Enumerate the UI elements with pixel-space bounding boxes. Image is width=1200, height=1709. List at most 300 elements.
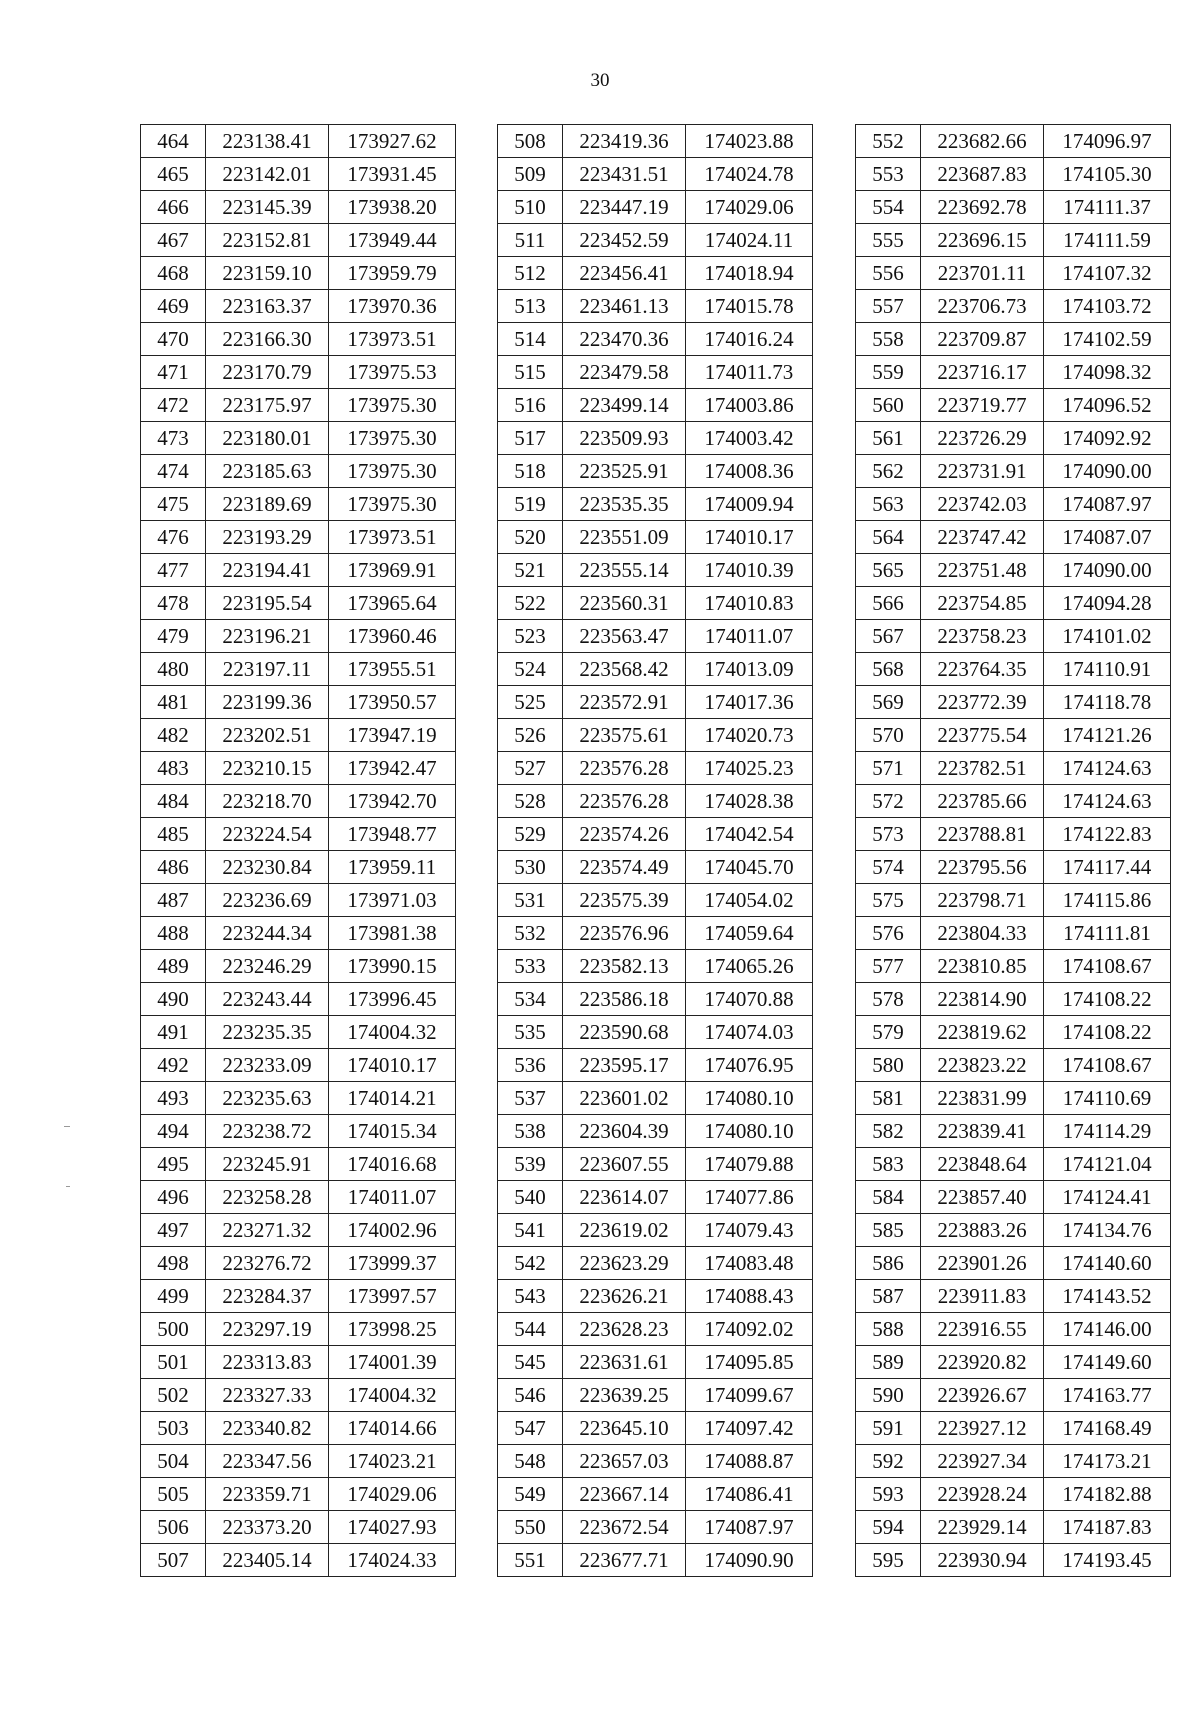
table-row <box>856 224 1171 257</box>
table-row <box>498 1247 813 1280</box>
table-row <box>856 554 1171 587</box>
table-row <box>856 488 1171 521</box>
x-coordinate-cell: 223373.20 <box>206 1511 329 1544</box>
x-coordinate-cell: 223576.28 <box>563 752 686 785</box>
point-number-cell: 520 <box>498 521 563 554</box>
table-row <box>141 422 456 455</box>
point-number-cell: 488 <box>141 917 206 950</box>
x-coordinate-cell: 223814.90 <box>921 983 1044 1016</box>
x-coordinate-cell: 223276.72 <box>206 1247 329 1280</box>
y-coordinate-cell: 174115.86 <box>1044 884 1171 917</box>
point-number-cell: 557 <box>856 290 921 323</box>
y-coordinate-cell: 174168.49 <box>1044 1412 1171 1445</box>
y-coordinate-cell: 174016.68 <box>329 1148 456 1181</box>
y-coordinate-cell: 173950.57 <box>329 686 456 719</box>
x-coordinate-cell: 223551.09 <box>563 521 686 554</box>
x-coordinate-cell: 223233.09 <box>206 1049 329 1082</box>
y-coordinate-cell: 174011.07 <box>686 620 813 653</box>
x-coordinate-cell: 223687.83 <box>921 158 1044 191</box>
x-coordinate-cell: 223210.15 <box>206 752 329 785</box>
table-row <box>856 1346 1171 1379</box>
y-coordinate-cell: 174105.30 <box>1044 158 1171 191</box>
point-number-cell: 591 <box>856 1412 921 1445</box>
table-row <box>498 785 813 818</box>
x-coordinate-cell: 223645.10 <box>563 1412 686 1445</box>
point-number-cell: 562 <box>856 455 921 488</box>
point-number-cell: 588 <box>856 1313 921 1346</box>
x-coordinate-cell: 223795.56 <box>921 851 1044 884</box>
y-coordinate-cell: 174092.92 <box>1044 422 1171 455</box>
x-coordinate-cell: 223142.01 <box>206 158 329 191</box>
point-number-cell: 528 <box>498 785 563 818</box>
table-row <box>856 521 1171 554</box>
x-coordinate-cell: 223163.37 <box>206 290 329 323</box>
y-coordinate-cell: 174146.00 <box>1044 1313 1171 1346</box>
y-coordinate-cell: 174090.00 <box>1044 455 1171 488</box>
y-coordinate-cell: 173959.11 <box>329 851 456 884</box>
table-row <box>856 323 1171 356</box>
y-coordinate-cell: 174087.97 <box>1044 488 1171 521</box>
point-number-cell: 585 <box>856 1214 921 1247</box>
table-row <box>856 917 1171 950</box>
x-coordinate-cell: 223706.73 <box>921 290 1044 323</box>
point-number-cell: 466 <box>141 191 206 224</box>
point-number-cell: 497 <box>141 1214 206 1247</box>
table-row <box>498 1313 813 1346</box>
table-row <box>498 290 813 323</box>
point-number-cell: 558 <box>856 323 921 356</box>
y-coordinate-cell: 174095.85 <box>686 1346 813 1379</box>
y-coordinate-cell: 173965.64 <box>329 587 456 620</box>
x-coordinate-cell: 223751.48 <box>921 554 1044 587</box>
point-number-cell: 523 <box>498 620 563 653</box>
table-row <box>856 884 1171 917</box>
y-coordinate-cell: 174187.83 <box>1044 1511 1171 1544</box>
table-row <box>141 587 456 620</box>
y-coordinate-cell: 174108.67 <box>1044 950 1171 983</box>
y-coordinate-cell: 174014.66 <box>329 1412 456 1445</box>
point-number-cell: 487 <box>141 884 206 917</box>
table-row <box>141 1049 456 1082</box>
y-coordinate-cell: 174010.17 <box>686 521 813 554</box>
y-coordinate-cell: 174182.88 <box>1044 1478 1171 1511</box>
y-coordinate-cell: 174087.07 <box>1044 521 1171 554</box>
y-coordinate-cell: 174124.63 <box>1044 785 1171 818</box>
y-coordinate-cell: 174042.54 <box>686 818 813 851</box>
table-row <box>141 356 456 389</box>
x-coordinate-cell: 223235.63 <box>206 1082 329 1115</box>
y-coordinate-cell: 173973.51 <box>329 521 456 554</box>
y-coordinate-cell: 174023.21 <box>329 1445 456 1478</box>
y-coordinate-cell: 174017.36 <box>686 686 813 719</box>
y-coordinate-cell: 174010.17 <box>329 1049 456 1082</box>
x-coordinate-cell: 223170.79 <box>206 356 329 389</box>
table-row <box>498 950 813 983</box>
table-row <box>856 125 1171 158</box>
table-row <box>141 257 456 290</box>
point-number-cell: 474 <box>141 455 206 488</box>
x-coordinate-cell: 223701.11 <box>921 257 1044 290</box>
y-coordinate-cell: 174024.78 <box>686 158 813 191</box>
x-coordinate-cell: 223235.35 <box>206 1016 329 1049</box>
table-row <box>498 422 813 455</box>
y-coordinate-cell: 174077.86 <box>686 1181 813 1214</box>
table-row <box>141 1082 456 1115</box>
x-coordinate-cell: 223405.14 <box>206 1544 329 1577</box>
table-row <box>141 1346 456 1379</box>
table-row <box>856 1379 1171 1412</box>
point-number-cell: 473 <box>141 422 206 455</box>
point-number-cell: 587 <box>856 1280 921 1313</box>
x-coordinate-cell: 223574.26 <box>563 818 686 851</box>
x-coordinate-cell: 223452.59 <box>563 224 686 257</box>
y-coordinate-cell: 174014.21 <box>329 1082 456 1115</box>
point-number-cell: 526 <box>498 719 563 752</box>
table-row <box>141 1214 456 1247</box>
table-row <box>141 686 456 719</box>
y-coordinate-cell: 174076.95 <box>686 1049 813 1082</box>
table-row <box>141 851 456 884</box>
point-number-cell: 555 <box>856 224 921 257</box>
margin-mark <box>66 1186 70 1187</box>
y-coordinate-cell: 174107.32 <box>1044 257 1171 290</box>
y-coordinate-cell: 174111.59 <box>1044 224 1171 257</box>
point-number-cell: 584 <box>856 1181 921 1214</box>
table-row <box>498 521 813 554</box>
y-coordinate-cell: 173948.77 <box>329 818 456 851</box>
x-coordinate-cell: 223224.54 <box>206 818 329 851</box>
point-number-cell: 465 <box>141 158 206 191</box>
point-number-cell: 511 <box>498 224 563 257</box>
y-coordinate-cell: 174010.39 <box>686 554 813 587</box>
table-row <box>498 1445 813 1478</box>
x-coordinate-cell: 223576.28 <box>563 785 686 818</box>
y-coordinate-cell: 174087.97 <box>686 1511 813 1544</box>
x-coordinate-cell: 223848.64 <box>921 1148 1044 1181</box>
point-number-cell: 554 <box>856 191 921 224</box>
coordinate-table-1 <box>140 124 456 1577</box>
point-number-cell: 593 <box>856 1478 921 1511</box>
point-number-cell: 478 <box>141 587 206 620</box>
x-coordinate-cell: 223461.13 <box>563 290 686 323</box>
table-row <box>141 1181 456 1214</box>
table-row <box>856 1313 1171 1346</box>
point-number-cell: 566 <box>856 587 921 620</box>
point-number-cell: 514 <box>498 323 563 356</box>
table-row <box>856 983 1171 1016</box>
y-coordinate-cell: 174140.60 <box>1044 1247 1171 1280</box>
y-coordinate-cell: 174079.88 <box>686 1148 813 1181</box>
table-row <box>856 1049 1171 1082</box>
y-coordinate-cell: 174004.32 <box>329 1016 456 1049</box>
y-coordinate-cell: 174010.83 <box>686 587 813 620</box>
point-number-cell: 571 <box>856 752 921 785</box>
x-coordinate-cell: 223574.49 <box>563 851 686 884</box>
point-number-cell: 561 <box>856 422 921 455</box>
table-row <box>856 752 1171 785</box>
point-number-cell: 533 <box>498 950 563 983</box>
point-number-cell: 489 <box>141 950 206 983</box>
point-number-cell: 544 <box>498 1313 563 1346</box>
table-row <box>498 1214 813 1247</box>
point-number-cell: 481 <box>141 686 206 719</box>
table-row <box>141 323 456 356</box>
x-coordinate-cell: 223901.26 <box>921 1247 1044 1280</box>
table-row <box>856 587 1171 620</box>
x-coordinate-cell: 223568.42 <box>563 653 686 686</box>
y-coordinate-cell: 173998.25 <box>329 1313 456 1346</box>
table-row <box>856 1016 1171 1049</box>
y-coordinate-cell: 174009.94 <box>686 488 813 521</box>
page-number: 30 <box>590 70 610 91</box>
y-coordinate-cell: 174117.44 <box>1044 851 1171 884</box>
table-row <box>856 1214 1171 1247</box>
table-row <box>141 1445 456 1478</box>
table-row <box>141 1280 456 1313</box>
x-coordinate-cell: 223930.94 <box>921 1544 1044 1577</box>
x-coordinate-cell: 223447.19 <box>563 191 686 224</box>
x-coordinate-cell: 223193.29 <box>206 521 329 554</box>
point-number-cell: 521 <box>498 554 563 587</box>
x-coordinate-cell: 223601.02 <box>563 1082 686 1115</box>
point-number-cell: 538 <box>498 1115 563 1148</box>
point-number-cell: 567 <box>856 620 921 653</box>
x-coordinate-cell: 223576.96 <box>563 917 686 950</box>
table-row <box>856 653 1171 686</box>
y-coordinate-cell: 174011.07 <box>329 1181 456 1214</box>
point-number-cell: 580 <box>856 1049 921 1082</box>
x-coordinate-cell: 223742.03 <box>921 488 1044 521</box>
point-number-cell: 509 <box>498 158 563 191</box>
x-coordinate-cell: 223479.58 <box>563 356 686 389</box>
table-row <box>141 1412 456 1445</box>
x-coordinate-cell: 223626.21 <box>563 1280 686 1313</box>
x-coordinate-cell: 223804.33 <box>921 917 1044 950</box>
table-row <box>856 785 1171 818</box>
table-row <box>498 158 813 191</box>
x-coordinate-cell: 223509.93 <box>563 422 686 455</box>
x-coordinate-cell: 223788.81 <box>921 818 1044 851</box>
y-coordinate-cell: 174110.91 <box>1044 653 1171 686</box>
x-coordinate-cell: 223631.61 <box>563 1346 686 1379</box>
x-coordinate-cell: 223145.39 <box>206 191 329 224</box>
point-number-cell: 504 <box>141 1445 206 1478</box>
y-coordinate-cell: 174070.88 <box>686 983 813 1016</box>
point-number-cell: 547 <box>498 1412 563 1445</box>
x-coordinate-cell: 223313.83 <box>206 1346 329 1379</box>
table-row <box>856 1544 1171 1577</box>
point-number-cell: 525 <box>498 686 563 719</box>
x-coordinate-cell: 223696.15 <box>921 224 1044 257</box>
x-coordinate-cell: 223758.23 <box>921 620 1044 653</box>
point-number-cell: 502 <box>141 1379 206 1412</box>
x-coordinate-cell: 223831.99 <box>921 1082 1044 1115</box>
table-row <box>141 884 456 917</box>
point-number-cell: 545 <box>498 1346 563 1379</box>
table-row <box>498 1049 813 1082</box>
y-coordinate-cell: 173975.53 <box>329 356 456 389</box>
y-coordinate-cell: 174008.36 <box>686 455 813 488</box>
point-number-cell: 546 <box>498 1379 563 1412</box>
x-coordinate-cell: 223819.62 <box>921 1016 1044 1049</box>
y-coordinate-cell: 173970.36 <box>329 290 456 323</box>
point-number-cell: 568 <box>856 653 921 686</box>
x-coordinate-cell: 223677.71 <box>563 1544 686 1577</box>
table-row <box>141 917 456 950</box>
table-row <box>498 1478 813 1511</box>
table-row <box>498 587 813 620</box>
point-number-cell: 549 <box>498 1478 563 1511</box>
y-coordinate-cell: 174083.48 <box>686 1247 813 1280</box>
y-coordinate-cell: 173931.45 <box>329 158 456 191</box>
y-coordinate-cell: 174096.97 <box>1044 125 1171 158</box>
x-coordinate-cell: 223560.31 <box>563 587 686 620</box>
point-number-cell: 563 <box>856 488 921 521</box>
x-coordinate-cell: 223525.91 <box>563 455 686 488</box>
point-number-cell: 569 <box>856 686 921 719</box>
table-row <box>141 950 456 983</box>
y-coordinate-cell: 173927.62 <box>329 125 456 158</box>
point-number-cell: 581 <box>856 1082 921 1115</box>
y-coordinate-cell: 174059.64 <box>686 917 813 950</box>
x-coordinate-cell: 223590.68 <box>563 1016 686 1049</box>
x-coordinate-cell: 223159.10 <box>206 257 329 290</box>
table-row <box>141 191 456 224</box>
point-number-cell: 586 <box>856 1247 921 1280</box>
point-number-cell: 564 <box>856 521 921 554</box>
y-coordinate-cell: 174092.02 <box>686 1313 813 1346</box>
y-coordinate-cell: 174023.88 <box>686 125 813 158</box>
y-coordinate-cell: 174074.03 <box>686 1016 813 1049</box>
x-coordinate-cell: 223185.63 <box>206 455 329 488</box>
table-row <box>141 488 456 521</box>
table-row <box>141 1115 456 1148</box>
point-number-cell: 579 <box>856 1016 921 1049</box>
table-row <box>498 191 813 224</box>
x-coordinate-cell: 223245.91 <box>206 1148 329 1181</box>
point-number-cell: 464 <box>141 125 206 158</box>
table-row <box>856 422 1171 455</box>
y-coordinate-cell: 173942.47 <box>329 752 456 785</box>
table-row <box>856 158 1171 191</box>
table-row <box>141 1016 456 1049</box>
table-row <box>856 1115 1171 1148</box>
y-coordinate-cell: 174086.41 <box>686 1478 813 1511</box>
point-number-cell: 575 <box>856 884 921 917</box>
y-coordinate-cell: 174088.43 <box>686 1280 813 1313</box>
point-number-cell: 570 <box>856 719 921 752</box>
table-row <box>856 1082 1171 1115</box>
point-number-cell: 476 <box>141 521 206 554</box>
table-row <box>141 785 456 818</box>
point-number-cell: 543 <box>498 1280 563 1313</box>
table-row <box>856 686 1171 719</box>
y-coordinate-cell: 174163.77 <box>1044 1379 1171 1412</box>
table-row <box>498 224 813 257</box>
table-row <box>141 1148 456 1181</box>
table-row <box>498 257 813 290</box>
x-coordinate-cell: 223619.02 <box>563 1214 686 1247</box>
x-coordinate-cell: 223199.36 <box>206 686 329 719</box>
x-coordinate-cell: 223180.01 <box>206 422 329 455</box>
x-coordinate-cell: 223359.71 <box>206 1478 329 1511</box>
table-row <box>141 752 456 785</box>
y-coordinate-cell: 174088.87 <box>686 1445 813 1478</box>
y-coordinate-cell: 174003.42 <box>686 422 813 455</box>
x-coordinate-cell: 223189.69 <box>206 488 329 521</box>
table-row <box>856 1247 1171 1280</box>
point-number-cell: 493 <box>141 1082 206 1115</box>
y-coordinate-cell: 173960.46 <box>329 620 456 653</box>
point-number-cell: 492 <box>141 1049 206 1082</box>
y-coordinate-cell: 174024.11 <box>686 224 813 257</box>
table-row <box>498 323 813 356</box>
x-coordinate-cell: 223202.51 <box>206 719 329 752</box>
y-coordinate-cell: 174011.73 <box>686 356 813 389</box>
table-row <box>141 290 456 323</box>
table-row <box>856 257 1171 290</box>
y-coordinate-cell: 174029.06 <box>686 191 813 224</box>
y-coordinate-cell: 173942.70 <box>329 785 456 818</box>
x-coordinate-cell: 223555.14 <box>563 554 686 587</box>
y-coordinate-cell: 174122.83 <box>1044 818 1171 851</box>
table-row <box>856 950 1171 983</box>
y-coordinate-cell: 174025.23 <box>686 752 813 785</box>
table-row <box>498 455 813 488</box>
y-coordinate-cell: 174096.52 <box>1044 389 1171 422</box>
table-row <box>498 1280 813 1313</box>
table-row <box>141 653 456 686</box>
table-row <box>856 1280 1171 1313</box>
point-number-cell: 590 <box>856 1379 921 1412</box>
table-row <box>498 1346 813 1379</box>
y-coordinate-cell: 174015.34 <box>329 1115 456 1148</box>
y-coordinate-cell: 174111.81 <box>1044 917 1171 950</box>
point-number-cell: 491 <box>141 1016 206 1049</box>
point-number-cell: 565 <box>856 554 921 587</box>
y-coordinate-cell: 174108.67 <box>1044 1049 1171 1082</box>
y-coordinate-cell: 174108.22 <box>1044 983 1171 1016</box>
table-row <box>498 686 813 719</box>
table-row <box>498 917 813 950</box>
table-row <box>498 1115 813 1148</box>
y-coordinate-cell: 174193.45 <box>1044 1544 1171 1577</box>
point-number-cell: 513 <box>498 290 563 323</box>
point-number-cell: 495 <box>141 1148 206 1181</box>
point-number-cell: 573 <box>856 818 921 851</box>
x-coordinate-cell: 223682.66 <box>921 125 1044 158</box>
table-row <box>856 1181 1171 1214</box>
table-row <box>141 1511 456 1544</box>
x-coordinate-cell: 223431.51 <box>563 158 686 191</box>
point-number-cell: 496 <box>141 1181 206 1214</box>
table-row <box>856 356 1171 389</box>
x-coordinate-cell: 223916.55 <box>921 1313 1044 1346</box>
table-row <box>498 1016 813 1049</box>
table-row <box>856 1445 1171 1478</box>
point-number-cell: 541 <box>498 1214 563 1247</box>
x-coordinate-cell: 223152.81 <box>206 224 329 257</box>
table-row <box>498 1412 813 1445</box>
table-row <box>498 884 813 917</box>
point-number-cell: 594 <box>856 1511 921 1544</box>
y-coordinate-cell: 174045.70 <box>686 851 813 884</box>
x-coordinate-cell: 223575.61 <box>563 719 686 752</box>
point-number-cell: 479 <box>141 620 206 653</box>
point-number-cell: 503 <box>141 1412 206 1445</box>
point-number-cell: 480 <box>141 653 206 686</box>
table-row <box>498 818 813 851</box>
